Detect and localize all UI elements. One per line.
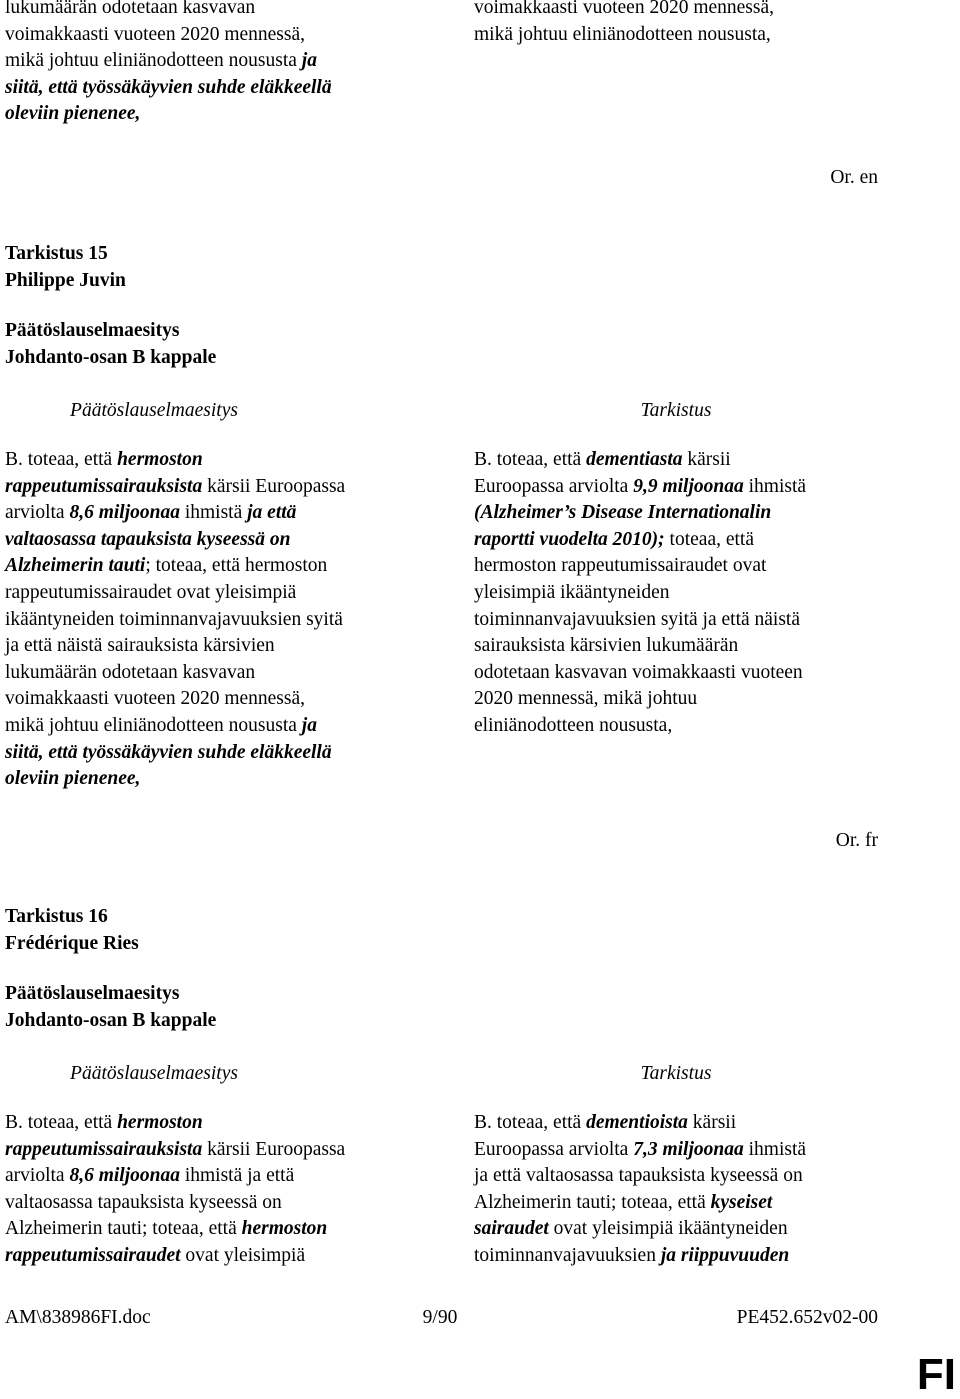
- text-run: B. toteaa, että: [5, 1112, 118, 1133]
- text-run: rappeutumissairauksista: [5, 475, 203, 497]
- amended-text: [474, 1110, 914, 1270]
- text-line: [474, 1110, 914, 1137]
- text-line: [5, 633, 445, 660]
- text-run: ihmistä: [743, 475, 807, 497]
- text-run: dementioista: [586, 1112, 688, 1133]
- text-line: [5, 1137, 445, 1164]
- column-header-left: Päätöslauselmaesitys: [70, 400, 238, 421]
- text-line: [5, 607, 445, 634]
- text-line: [5, 1110, 445, 1137]
- text-run: 7,3 miljoonaa: [633, 1138, 744, 1160]
- amendment-section: Johdanto-osan B kappale: [5, 1010, 217, 1031]
- text-line: [5, 75, 445, 102]
- footer-pe-ref: PE452.652v02-00: [736, 1307, 878, 1328]
- text-run: toiminnanvajavuuksien: [474, 1244, 661, 1266]
- text-run: odotetaan kasvavan voimakkaasti vuoteen: [474, 661, 803, 683]
- text-line: [474, 660, 914, 687]
- text-run: 2020 mennessä, mikä johtuu: [474, 688, 698, 710]
- amendment-author: Frédérique Ries: [5, 933, 139, 954]
- text-line: [5, 48, 445, 75]
- text-line: [5, 101, 445, 128]
- text-run: (Alzheimer’s Disease Internationalin: [474, 502, 772, 524]
- amendment-title: Tarkistus 16: [5, 906, 108, 927]
- text-run: mikä johtuu eliniänodotteen noususta,: [474, 23, 771, 45]
- amendment-doc-type: Päätöslauselmaesitys: [5, 320, 180, 341]
- text-line: [5, 580, 445, 607]
- text-line: [474, 1216, 914, 1243]
- text-run: oleviin pienenee,: [5, 103, 141, 125]
- text-run: siitä, että työssäkäyvien suhde eläkkeellä: [5, 741, 332, 763]
- text-run: sairaudet: [474, 1218, 549, 1240]
- text-line: [5, 22, 445, 49]
- text-run: kärsii: [687, 1112, 737, 1133]
- text-run: kyseiset: [710, 1191, 773, 1213]
- text-run: lukumäärän odotetaan kasvavan: [5, 661, 256, 683]
- amendment-section: Johdanto-osan B kappale: [5, 347, 217, 368]
- text-run: rappeutumissairauksista: [5, 1138, 203, 1160]
- continued-text-right: [474, 0, 914, 48]
- footer-page-number: 9/90: [422, 1307, 458, 1328]
- text-run: ihmistä: [179, 502, 248, 524]
- text-run: ihmistä: [743, 1138, 807, 1160]
- text-run: valtaosassa tapauksista kyseessä on: [5, 528, 291, 550]
- text-line: [474, 0, 914, 22]
- text-line: [5, 660, 445, 687]
- text-run: hermoston: [241, 1218, 328, 1240]
- text-run: lukumäärän odotetaan kasvavan: [5, 0, 256, 18]
- text-line: [474, 713, 914, 740]
- text-line: [5, 0, 445, 22]
- text-line: [5, 686, 445, 713]
- text-run: hermoston: [117, 1112, 203, 1133]
- text-run: sairauksista kärsivien lukumäärän: [474, 635, 739, 657]
- text-run: voimakkaasti vuoteen 2020 mennessä,: [474, 0, 775, 18]
- text-line: [5, 1190, 445, 1217]
- footer-doc-ref: AM\838986FI.doc: [5, 1307, 151, 1328]
- text-line: [474, 447, 914, 474]
- amended-text: [474, 447, 914, 740]
- text-run: ja että: [247, 502, 297, 524]
- text-line: [5, 1243, 445, 1270]
- amendment-doc-type: Päätöslauselmaesitys: [5, 983, 180, 1004]
- text-run: mikä johtuu eliniänodotteen noususta: [5, 714, 302, 736]
- text-run: toiminnanvajavuuksien syitä ja että näistä: [474, 608, 800, 630]
- text-line: [5, 1216, 445, 1243]
- text-line: [474, 553, 914, 580]
- text-run: kärsii: [682, 449, 731, 470]
- text-run: rappeutumissairaudet ovat yleisimpiä: [5, 581, 297, 603]
- text-run: ja että näistä sairauksista kärsivien: [5, 635, 275, 657]
- text-run: ja: [301, 50, 317, 72]
- text-run: ja riippuvuuden: [660, 1244, 790, 1266]
- text-line: [5, 447, 445, 474]
- language-code: FI: [916, 1350, 956, 1399]
- column-header-right: Tarkistus: [640, 1063, 712, 1084]
- text-run: Euroopassa arviolta: [474, 475, 634, 497]
- text-run: B. toteaa, että: [474, 1112, 587, 1133]
- text-line: [5, 766, 445, 793]
- text-line: [474, 474, 914, 501]
- text-line: [474, 1137, 914, 1164]
- text-line: [474, 22, 914, 49]
- text-run: arviolta: [5, 1165, 70, 1187]
- text-run: ihmistä ja että: [179, 1165, 295, 1187]
- text-run: kärsii Euroopassa: [202, 1138, 346, 1160]
- original-text: [5, 1110, 445, 1270]
- text-run: yleisimpiä ikääntyneiden: [474, 581, 670, 603]
- text-run: ikääntyneiden toiminnanvajavuuksien syitä: [5, 608, 343, 630]
- original-language-label: Or. fr: [835, 830, 878, 851]
- text-line: [474, 1243, 914, 1270]
- text-line: [474, 1163, 914, 1190]
- text-line: [474, 607, 914, 634]
- text-run: dementiasta: [586, 449, 683, 470]
- text-run: 9,9 miljoonaa: [633, 475, 744, 497]
- column-header-right: Tarkistus: [640, 400, 712, 421]
- text-line: [474, 580, 914, 607]
- text-run: eliniänodotteen noususta,: [474, 714, 673, 736]
- text-run: siitä, että työssäkäyvien suhde eläkkeellä: [5, 76, 332, 98]
- text-run: Alzheimerin tauti: [5, 555, 146, 577]
- text-line: [474, 500, 914, 527]
- text-run: ; toteaa, että hermoston: [145, 555, 328, 577]
- text-run: B. toteaa, että: [474, 449, 587, 470]
- text-run: ovat yleisimpiä: [180, 1244, 306, 1266]
- text-line: [474, 633, 914, 660]
- text-run: B. toteaa, että: [5, 449, 118, 470]
- text-run: kärsii Euroopassa: [202, 475, 346, 497]
- text-line: [5, 500, 445, 527]
- text-run: rappeutumissairaudet: [5, 1244, 181, 1266]
- text-run: hermoston rappeutumissairaudet ovat: [474, 555, 767, 577]
- amendment-author: Philippe Juvin: [5, 270, 126, 291]
- text-run: ja: [301, 714, 317, 736]
- text-line: [5, 527, 445, 554]
- text-run: arviolta: [5, 502, 70, 524]
- text-run: hermoston: [117, 449, 203, 470]
- original-text: [5, 447, 445, 793]
- text-run: Alzheimerin tauti; toteaa, että: [5, 1218, 242, 1240]
- text-run: Alzheimerin tauti; toteaa, että: [474, 1191, 711, 1213]
- text-line: [5, 713, 445, 740]
- text-run: voimakkaasti vuoteen 2020 mennessä,: [5, 23, 306, 45]
- text-line: [5, 740, 445, 767]
- text-run: valtaosassa tapauksista kyseessä on: [5, 1191, 282, 1213]
- text-run: toteaa, että: [664, 528, 754, 550]
- text-run: ovat yleisimpiä ikääntyneiden: [548, 1218, 788, 1240]
- text-run: ja että valtaosassa tapauksista kyseessä on: [474, 1165, 803, 1187]
- text-run: 8,6 miljoonaa: [69, 1165, 180, 1187]
- column-header-left: Päätöslauselmaesitys: [70, 1063, 238, 1084]
- text-run: Euroopassa arviolta: [474, 1138, 634, 1160]
- text-line: [5, 1163, 445, 1190]
- text-line: [474, 1190, 914, 1217]
- text-run: voimakkaasti vuoteen 2020 mennessä,: [5, 688, 306, 710]
- text-line: [5, 553, 445, 580]
- continued-text-left: [5, 0, 445, 128]
- text-run: raportti vuodelta 2010);: [474, 528, 665, 550]
- text-line: [5, 474, 445, 501]
- text-run: oleviin pienenee,: [5, 768, 141, 790]
- text-line: [474, 527, 914, 554]
- original-language-label: Or. en: [830, 167, 878, 188]
- text-line: [474, 686, 914, 713]
- amendment-title: Tarkistus 15: [5, 243, 108, 264]
- text-run: mikä johtuu eliniänodotteen noususta: [5, 50, 302, 72]
- text-run: 8,6 miljoonaa: [69, 502, 180, 524]
